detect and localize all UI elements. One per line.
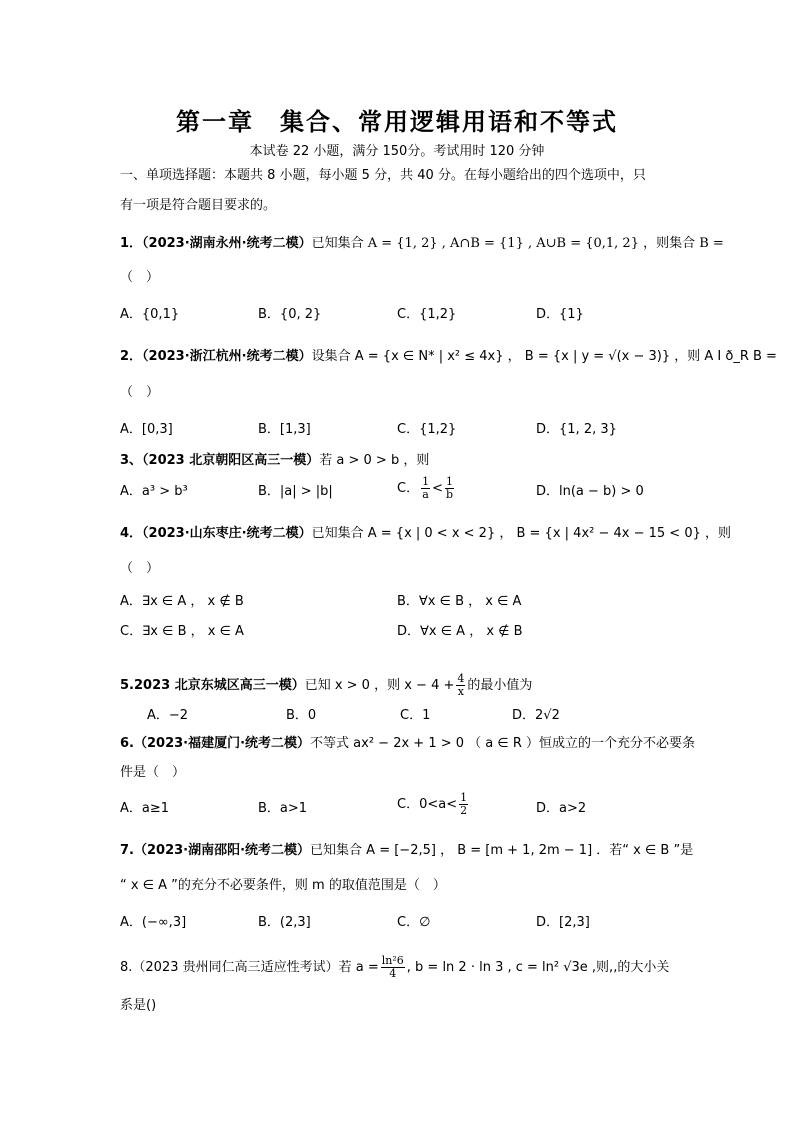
fraction: $\frac{1}{a}$ bbox=[422, 475, 430, 501]
question-number: 8. bbox=[120, 960, 133, 975]
question-4-option-d[interactable]: D．∀x ∈ A ， x ∉ B bbox=[397, 624, 523, 639]
fraction: $\frac{1}{2}$ bbox=[460, 791, 468, 817]
question-6-option-d[interactable]: D．a>2 bbox=[536, 801, 587, 816]
section-heading-line1: 一、单项选择题：本题共 8 小题，每小题 5 分，共 40 分。在每小题给出的四个选项中，只 bbox=[120, 168, 646, 183]
question-4-option-b[interactable]: B．∀x ∈ B ， x ∈ A bbox=[397, 594, 522, 609]
question-7-option-c[interactable]: C．∅ bbox=[397, 915, 431, 930]
question-source: （2023·湖南永州·统考二模） bbox=[142, 236, 312, 251]
question-6-option-b[interactable]: B．a>1 bbox=[258, 801, 308, 816]
question-text: 已知集合 A = [−2,5] ， B = [m + 1, 2m − 1] ．若“ x ∈ B ”是 bbox=[310, 843, 694, 858]
question-7-option-b[interactable]: B．(2,3] bbox=[258, 915, 311, 930]
question-source: （2023 贵州同仁高三适应性考试） bbox=[132, 960, 339, 975]
question-1-option-a[interactable]: A．{0,1} bbox=[120, 307, 180, 322]
exam-info: 本试卷 22 小题，满分 150分。考试用时 120 分钟 bbox=[249, 144, 545, 159]
question-text: 不等式 ax² − 2x + 1 > 0 （ a ∈ R ）恒成立的一个充分不必要条 bbox=[310, 736, 696, 751]
question-3-option-a[interactable]: A．a³ > b³ bbox=[120, 484, 188, 499]
question-number: 3、 bbox=[120, 453, 143, 468]
question-5-option-d[interactable]: D．2√2 bbox=[512, 708, 560, 723]
question-7-option-a[interactable]: A．(−∞,3] bbox=[120, 915, 187, 930]
question-number: 7. bbox=[120, 843, 134, 858]
question-3-stem bbox=[120, 451, 680, 471]
question-source: 2023 北京东城区高三一模） bbox=[133, 678, 305, 693]
fraction: $\frac{\text{ln²6}}{4}$ bbox=[381, 954, 404, 980]
question-source: （2023·山东枣庄·统考二模） bbox=[142, 526, 312, 541]
question-number: 2． bbox=[120, 349, 143, 364]
question-4-option-c[interactable]: C．∃x ∈ B ， x ∈ A bbox=[120, 624, 244, 639]
question-6-option-c[interactable]: C．0<a< $\frac{1}{2}$ bbox=[397, 791, 468, 817]
question-2-paren: （ ） bbox=[120, 385, 160, 400]
question-6-line2: 件是（ ） bbox=[120, 765, 186, 780]
question-number: 5. bbox=[120, 678, 134, 693]
question-3-option-c[interactable]: C． $\frac{1}{a}$ < $\frac{1}{b}$ bbox=[397, 475, 453, 501]
question-source: （2023·湖南邵阳·统考二模） bbox=[133, 843, 311, 858]
question-1-stem bbox=[120, 234, 724, 254]
question-2-option-b[interactable]: B．[1,3] bbox=[258, 422, 311, 437]
question-source: （2023·福建厦门·统考二模） bbox=[133, 736, 311, 751]
section-heading-line2: 有一项是符合题目要求的。 bbox=[120, 198, 277, 213]
question-5-option-a[interactable]: A．−2 bbox=[147, 708, 189, 723]
question-text: 若 a = bbox=[338, 960, 379, 975]
question-5-option-c[interactable]: C．1 bbox=[400, 708, 431, 723]
fraction: $\frac{4}{x}$ bbox=[457, 672, 465, 698]
option-letter: C． bbox=[397, 797, 420, 812]
question-2-stem bbox=[120, 347, 777, 367]
question-1-option-d[interactable]: D．{1} bbox=[536, 307, 584, 322]
question-7-line2: “ x ∈ A ”的充分不必要条件，则 m 的取值范围是（ ） bbox=[120, 878, 446, 893]
option-letter: C． bbox=[397, 481, 420, 496]
question-2-option-d[interactable]: D．{1, 2, 3} bbox=[536, 422, 617, 437]
question-number: 1． bbox=[120, 236, 143, 251]
question-source: （2023 北京朝阳区高三一模） bbox=[142, 453, 320, 468]
page-title: 第一章 集合、常用逻辑用语和不等式 bbox=[176, 107, 618, 136]
question-2-option-a[interactable]: A．[0,3] bbox=[120, 422, 173, 437]
question-number: 6. bbox=[120, 736, 134, 751]
question-3-option-d[interactable]: D．ln(a − b) > 0 bbox=[536, 484, 644, 499]
question-source: （2023·浙江杭州·统考二模） bbox=[142, 349, 312, 364]
question-1-option-b[interactable]: B．{0, 2} bbox=[258, 307, 322, 322]
question-5-stem: 5.2023 北京东城区高三一模）已知 x > 0 ，则 x − 4 + $\frac{4}{x}$ 的最小值为 bbox=[120, 672, 533, 698]
question-text: 已知集合 A = {x | 0 < x < 2} ， B = {x | 4x² − 4x − 15 < 0} ，则 bbox=[311, 526, 731, 541]
question-8-stem: 8.（2023 贵州同仁高三适应性考试）若 a = $\frac{\text{ln²6}}{4}$ , b = ln 2 · ln 3 , c = ln² √3e ,则,,的大小关 bbox=[120, 954, 670, 980]
question-5-option-b[interactable]: B．0 bbox=[286, 708, 317, 723]
question-4-stem bbox=[120, 524, 731, 544]
question-4-option-a[interactable]: A．∃x ∈ A ， x ∉ B bbox=[120, 594, 244, 609]
question-4-paren: （ ） bbox=[120, 561, 160, 576]
question-number: 4． bbox=[120, 526, 143, 541]
question-8-line2: 系是() bbox=[120, 998, 157, 1013]
question-2-option-c[interactable]: C．{1,2} bbox=[397, 422, 457, 437]
question-6-stem bbox=[120, 734, 696, 754]
question-7-option-d[interactable]: D．[2,3] bbox=[536, 915, 590, 930]
fraction: $\frac{1}{b}$ bbox=[445, 475, 453, 501]
question-6-option-a[interactable]: A．a≥1 bbox=[120, 801, 170, 816]
question-text: 已知集合 A = {1, 2} , A∩B = {1} , A∪B = {0,1, 2} ，则集合 B = bbox=[311, 236, 724, 251]
question-3-option-b[interactable]: B．|a| > |b| bbox=[258, 484, 333, 499]
question-1-option-c[interactable]: C．{1,2} bbox=[397, 307, 457, 322]
question-1-paren: （ ） bbox=[120, 270, 160, 285]
question-text: 设集合 A = {x ∈ N* | x² ≤ 4x} ， B = {x | y = √(x − 3)} ，则 A I ð_R B = bbox=[311, 349, 777, 364]
question-text: 若 a > 0 > b ，则 bbox=[319, 453, 430, 468]
question-7-stem bbox=[120, 841, 694, 861]
question-text: 已知 x > 0 ，则 x − 4 + bbox=[304, 678, 455, 693]
